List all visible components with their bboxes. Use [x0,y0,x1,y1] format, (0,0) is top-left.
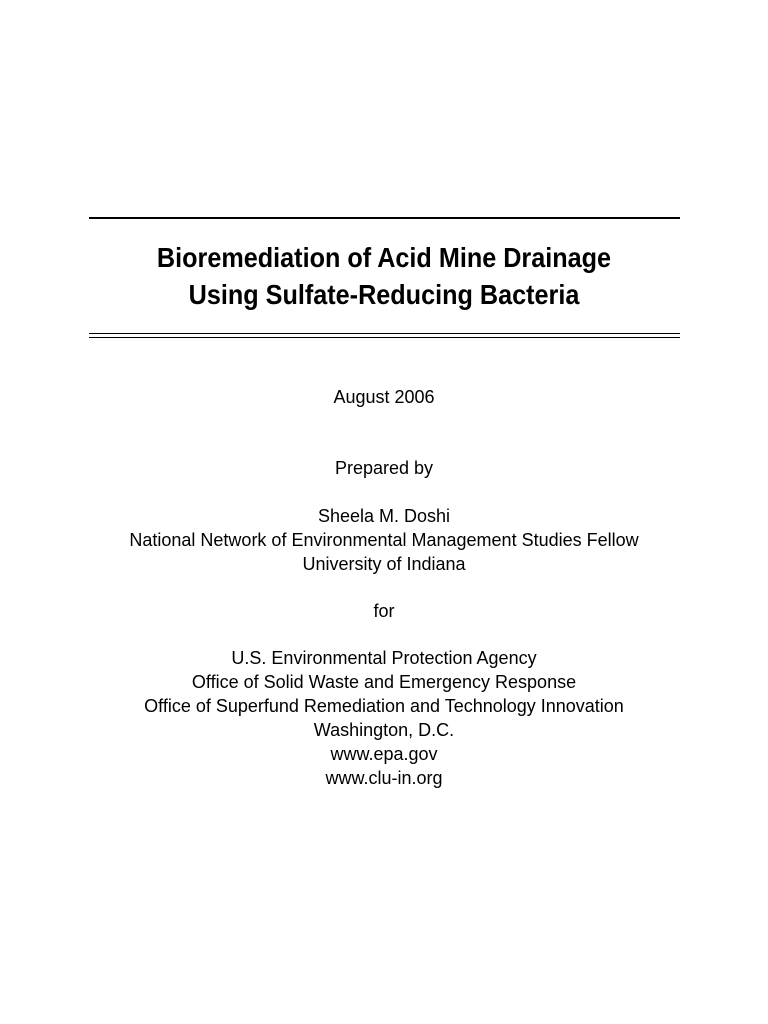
title-line-2: Using Sulfate-Reducing Bacteria [188,279,580,310]
author-block [0,504,768,576]
author-institution: University of Indiana [302,554,466,574]
agency-url-2: www.clu-in.org [325,768,443,788]
agency-location: Washington, D.C. [313,720,455,740]
agency-block [0,646,768,790]
author-affiliation: National Network of Environmental Management Studies Fellow [129,530,639,550]
title-bottom-double-rule [89,333,680,338]
agency-office-1: Office of Solid Waste and Emergency Response [191,672,577,692]
title-top-rule [89,217,680,219]
title-line-1: Bioremediation of Acid Mine Drainage [156,242,612,273]
agency-url-1: www.epa.gov [330,744,438,764]
publication-date: August 2006 [333,387,435,407]
for-label: for [373,601,395,621]
agency-office-2: Office of Superfund Remediation and Technology Innovation [144,696,624,716]
prepared-by-label: Prepared by [334,458,434,478]
agency-name: U.S. Environmental Protection Agency [231,648,537,668]
author-name: Sheela M. Doshi [317,506,451,526]
document-title [0,239,768,313]
